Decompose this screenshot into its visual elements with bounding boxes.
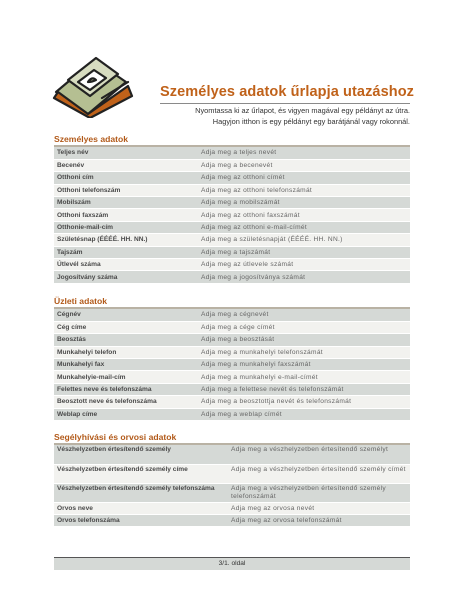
form-row bbox=[54, 483, 410, 502]
field-value[interactable]: Adja meg a cége címét bbox=[198, 321, 410, 333]
form-row bbox=[54, 445, 410, 464]
field-label: Beosztott neve és telefonszáma bbox=[54, 396, 198, 408]
field-label: Teljes név bbox=[54, 147, 198, 159]
header bbox=[0, 0, 462, 130]
field-label: Cégnév bbox=[54, 309, 198, 321]
emergency-section-heading: Segélyhívási és orvosi adatok bbox=[54, 432, 177, 442]
subtitle-line-2: Hagyjon itthon is egy példányt egy barátjánál vagy rokonnál. bbox=[212, 117, 410, 126]
form-row bbox=[54, 221, 410, 233]
page-title: Személyes adatok űrlapja utazáshoz bbox=[160, 84, 415, 100]
field-value[interactable]: Adja meg a vészhelyzetben értesítendő személy telefonszámát bbox=[228, 483, 410, 502]
field-value[interactable]: Adja meg a vészhelyzetben értesítendő személyt bbox=[228, 445, 410, 464]
field-label: Születésnap (ÉÉÉÉ. HH. NN.) bbox=[54, 234, 198, 246]
field-label: Mobilszám bbox=[54, 197, 198, 209]
form-row bbox=[54, 246, 410, 258]
field-value[interactable]: Adja meg az otthoni címét bbox=[198, 172, 410, 184]
form-row bbox=[54, 321, 410, 333]
form-row bbox=[54, 147, 410, 159]
field-label: Orvos neve bbox=[54, 502, 228, 514]
field-value[interactable]: Adja meg a felettese nevét és telefonszámát bbox=[198, 383, 410, 395]
form-row bbox=[54, 159, 410, 171]
field-value[interactable]: Adja meg a munkahelyi e-mail-címét bbox=[198, 371, 410, 383]
form-row bbox=[54, 383, 410, 395]
form-row bbox=[54, 271, 410, 283]
field-label: Orvos telefonszáma bbox=[54, 514, 228, 526]
field-label: Otthoni faxszám bbox=[54, 209, 198, 221]
field-value[interactable]: Adja meg a munkahelyi faxszámát bbox=[198, 359, 410, 371]
field-label: Otthoni cím bbox=[54, 172, 198, 184]
field-value[interactable]: Adja meg a beosztottja nevét és telefonszámát bbox=[198, 396, 410, 408]
form-row bbox=[54, 172, 410, 184]
field-value[interactable]: Adja meg a becenevét bbox=[198, 159, 410, 171]
field-value[interactable]: Adja meg az orvosa nevét bbox=[228, 502, 410, 514]
form-row bbox=[54, 234, 410, 246]
form-row bbox=[54, 514, 410, 526]
field-value[interactable]: Adja meg a munkahelyi telefonszámát bbox=[198, 346, 410, 358]
business-info-table bbox=[54, 309, 410, 421]
field-value[interactable]: Adja meg az orvosa telefonszámát bbox=[228, 514, 410, 526]
field-label: Felettes neve és telefonszáma bbox=[54, 383, 198, 395]
business-section-heading: Üzleti adatok bbox=[54, 296, 108, 306]
personal-info-table bbox=[54, 147, 410, 284]
field-label: Vészhelyzetben értesítendő személy telefonszáma bbox=[54, 483, 228, 502]
field-value[interactable]: Adja meg az otthoni e-mail-címét bbox=[198, 221, 410, 233]
form-row bbox=[54, 334, 410, 346]
field-value[interactable]: Adja meg a teljes nevét bbox=[198, 147, 410, 159]
form-row bbox=[54, 371, 410, 383]
field-label: Munkahelyi fax bbox=[54, 359, 198, 371]
form-row bbox=[54, 396, 410, 408]
form-row bbox=[54, 359, 410, 371]
field-value[interactable]: Adja meg a beosztását bbox=[198, 334, 410, 346]
field-label: Otthoni telefonszám bbox=[54, 184, 198, 196]
field-label: Becenév bbox=[54, 159, 198, 171]
field-label: Cég címe bbox=[54, 321, 198, 333]
field-value[interactable]: Adja meg az otthoni telefonszámát bbox=[198, 184, 410, 196]
form-row bbox=[54, 502, 410, 514]
field-label: Vészhelyzetben értesítendő személy címe bbox=[54, 464, 228, 483]
field-label: Beosztás bbox=[54, 334, 198, 346]
wallet-with-cash-icon bbox=[48, 52, 136, 118]
field-value[interactable]: Adja meg az útlevele számát bbox=[198, 259, 410, 271]
form-row bbox=[54, 209, 410, 221]
form-row bbox=[54, 408, 410, 420]
title-divider bbox=[160, 103, 410, 104]
field-value[interactable]: Adja meg az otthoni faxszámát bbox=[198, 209, 410, 221]
form-row bbox=[54, 259, 410, 271]
form-row bbox=[54, 464, 410, 483]
field-label: Otthonie-mail-cím bbox=[54, 221, 198, 233]
field-label: Weblap címe bbox=[54, 408, 198, 420]
page-subtitle bbox=[140, 105, 410, 127]
emergency-info-table bbox=[54, 445, 410, 527]
field-label: Munkahelyie-mail-cím bbox=[54, 371, 198, 383]
field-value[interactable]: Adja meg a jogosítványa számát bbox=[198, 271, 410, 283]
page-number: 3/1. oldal bbox=[54, 558, 410, 570]
subtitle-line-1: Nyomtassa ki az űrlapot, és vigyen magával egy példányt az útra. bbox=[195, 106, 410, 115]
field-value[interactable]: Adja meg a cégnevét bbox=[198, 309, 410, 321]
field-label: Vészhelyzetben értesítendő személy bbox=[54, 445, 228, 464]
field-value[interactable]: Adja meg a vészhelyzetben értesítendő személy címét bbox=[228, 464, 410, 483]
field-value[interactable]: Adja meg a születésnapját (ÉÉÉÉ. HH. NN.) bbox=[198, 234, 410, 246]
personal-section-heading: Személyes adatok bbox=[54, 134, 129, 144]
form-row bbox=[54, 184, 410, 196]
field-label: Jogosítvány száma bbox=[54, 271, 198, 283]
field-label: Tajszám bbox=[54, 246, 198, 258]
field-label: Munkahelyi telefon bbox=[54, 346, 198, 358]
field-value[interactable]: Adja meg a tajszámát bbox=[198, 246, 410, 258]
form-row bbox=[54, 346, 410, 358]
field-label: Útlevél száma bbox=[54, 259, 198, 271]
field-value[interactable]: Adja meg a mobilszámát bbox=[198, 197, 410, 209]
field-value[interactable]: Adja meg a weblap címét bbox=[198, 408, 410, 420]
form-row bbox=[54, 197, 410, 209]
form-row bbox=[54, 309, 410, 321]
